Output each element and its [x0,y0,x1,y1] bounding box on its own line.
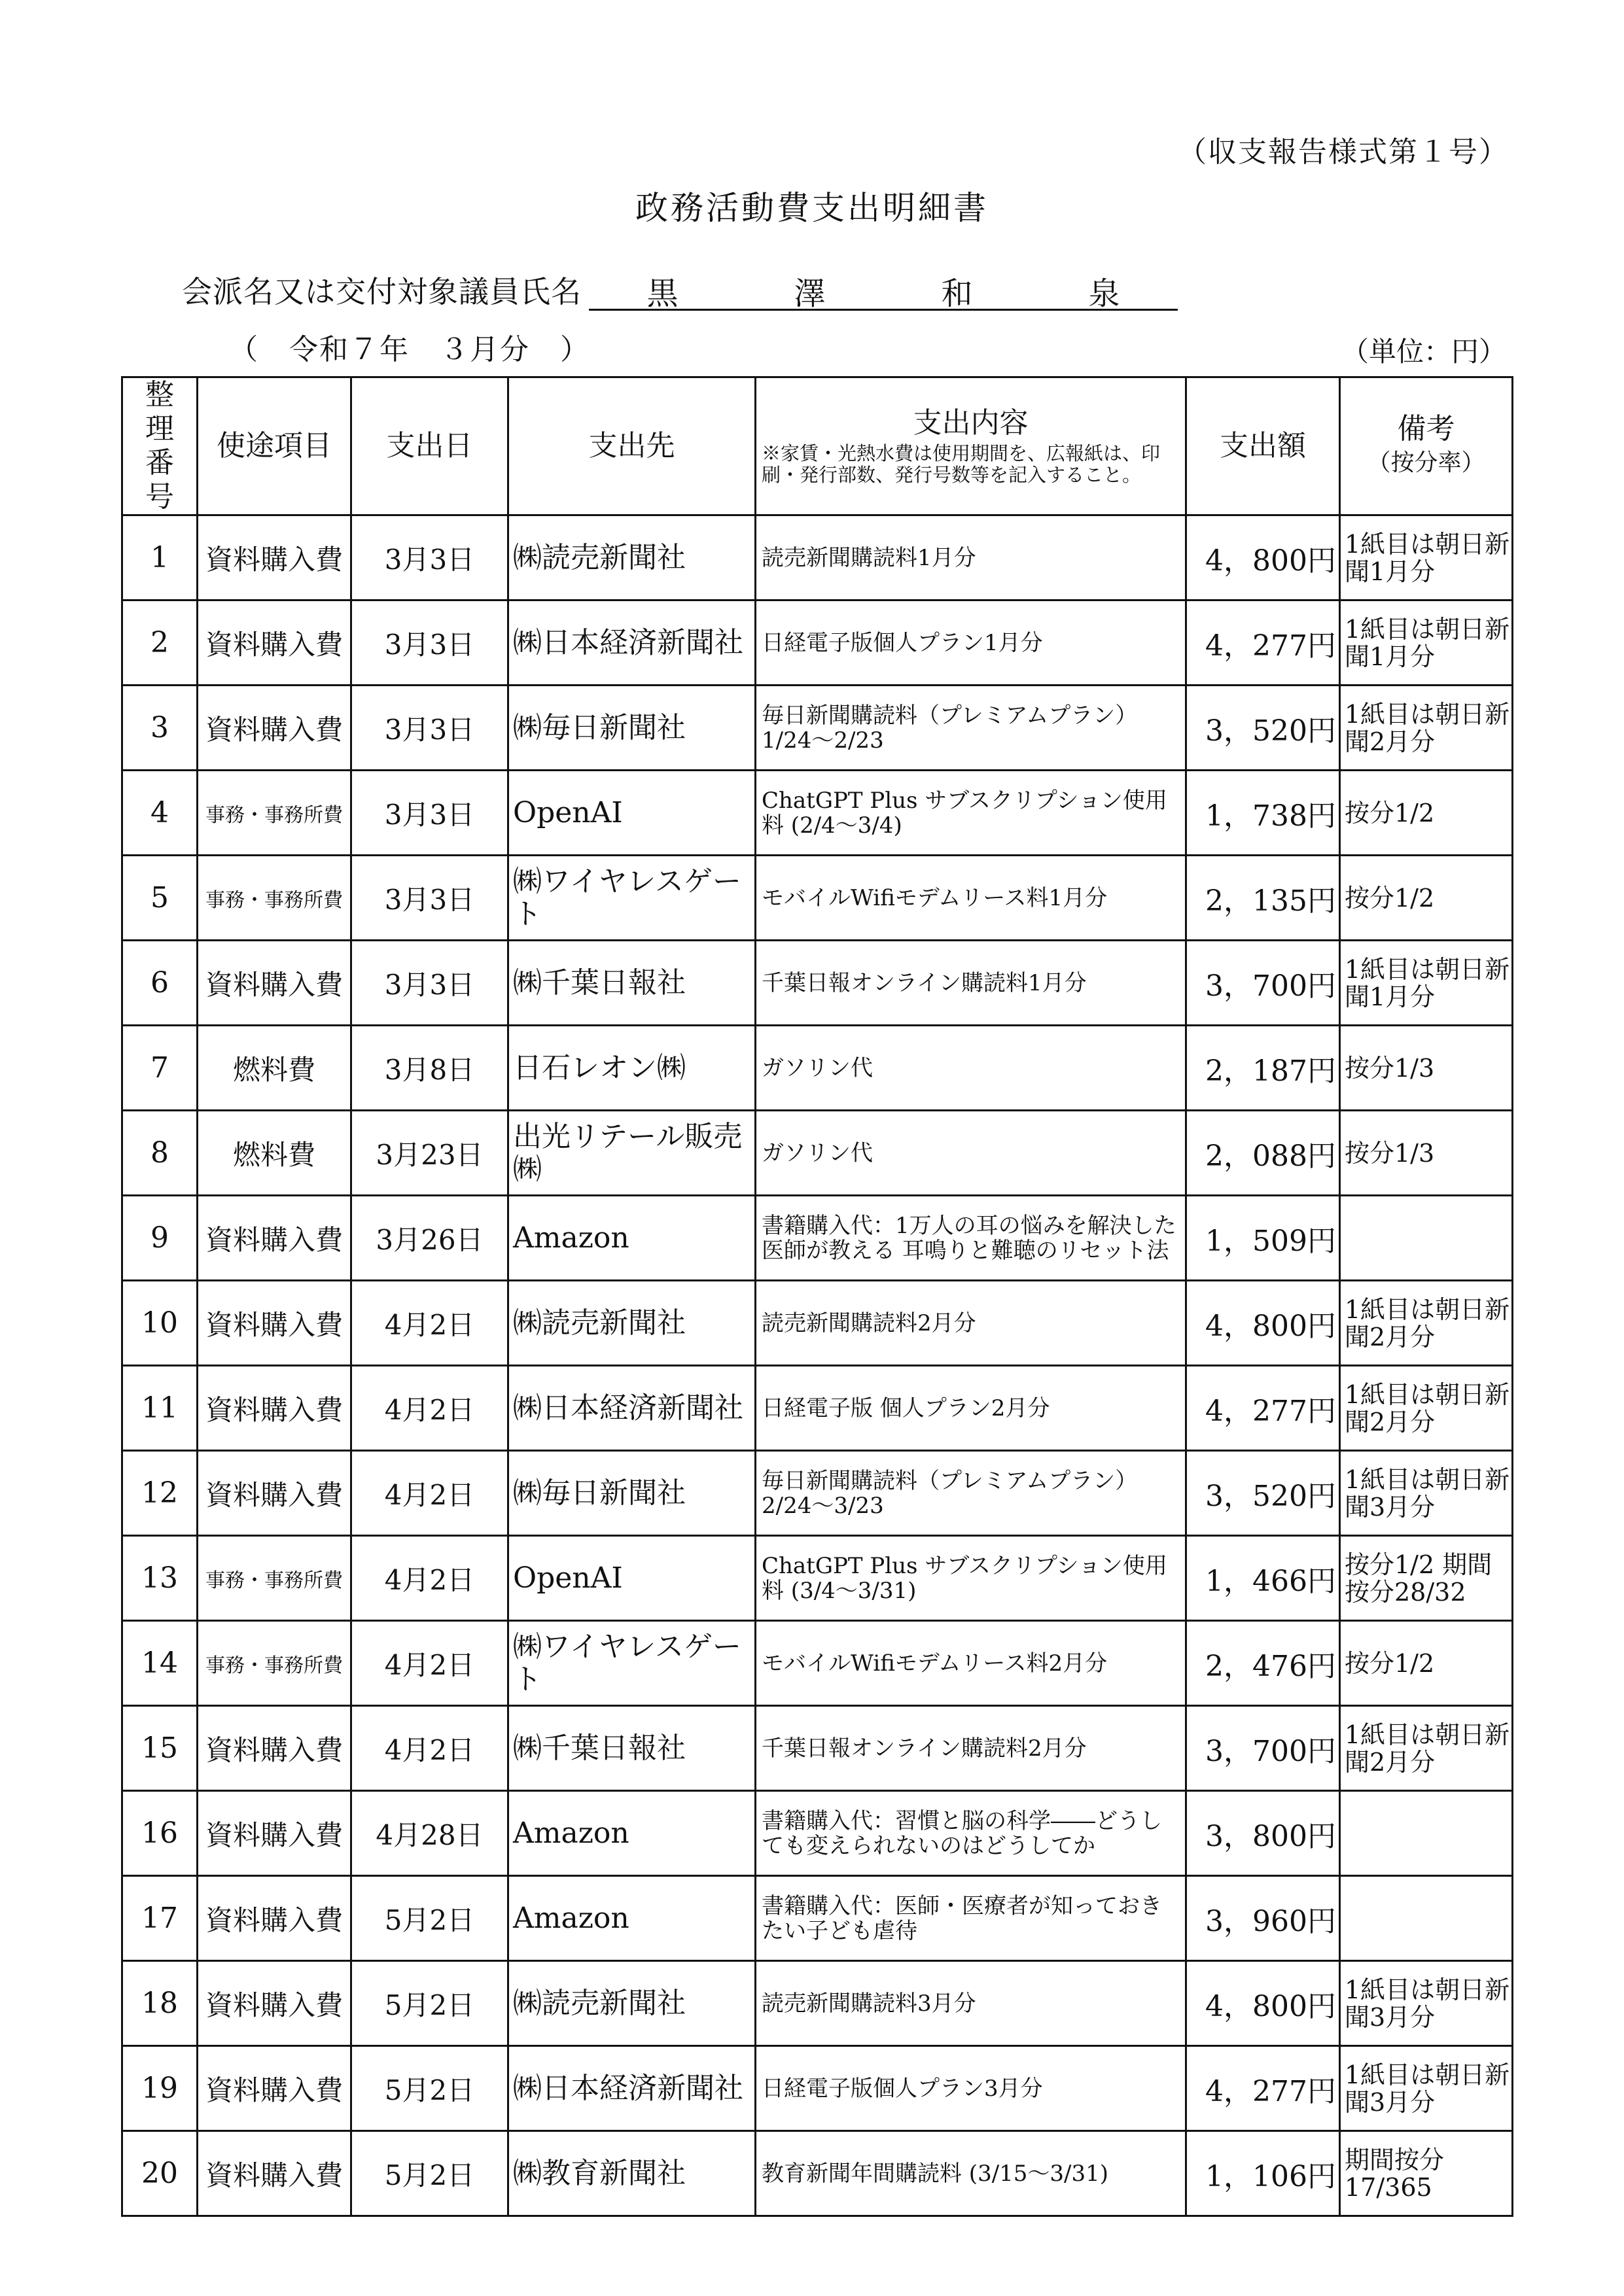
row-date: 4月2日 [351,1621,508,1706]
table-row [122,1621,1513,1706]
table-row [122,1876,1513,1961]
row-number: 20 [122,2131,198,2216]
member-label: 会派名又は交付対象議員氏名 [182,274,582,309]
row-description: 教育新聞年間購読料 (3/15～3/31) [756,2131,1186,2216]
row-amount: 1，106円 [1186,2131,1340,2216]
table-row [122,771,1513,856]
row-category: 資料購入費 [198,1876,351,1961]
row-amount: 2，135円 [1186,856,1340,941]
row-amount: 1，509円 [1186,1196,1340,1281]
row-amount: 2，187円 [1186,1026,1340,1111]
row-number: 1 [122,515,198,600]
row-payee: OpenAI [508,1536,756,1621]
row-remarks: 按分1/2 [1340,771,1513,856]
table-row [122,515,1513,600]
row-remarks: 1紙目は朝日新聞3月分 [1340,1961,1513,2046]
expenditure-table [121,376,1513,2217]
row-number: 3 [122,686,198,771]
row-category: 資料購入費 [198,1366,351,1451]
table-row [122,1281,1513,1366]
row-description: 日経電子版個人プラン3月分 [756,2046,1186,2131]
row-amount: 3，520円 [1186,686,1340,771]
table-row [122,941,1513,1026]
row-number: 10 [122,1281,198,1366]
row-number: 2 [122,600,198,686]
row-description: 書籍購入代：習慣と脳の科学――どうしても変えられないのはどうしてか [756,1791,1186,1876]
row-number: 19 [122,2046,198,2131]
row-payee: ㈱千葉日報社 [508,1706,756,1791]
row-description: モバイルWifiモデムリース料2月分 [756,1621,1186,1706]
member-name-char: 和 [941,275,973,312]
row-amount: 4，800円 [1186,1961,1340,2046]
table-row [122,1196,1513,1281]
row-remarks: 1紙目は朝日新聞2月分 [1340,1366,1513,1451]
row-date: 3月8日 [351,1026,508,1111]
row-payee: 出光リテール販売㈱ [508,1111,756,1196]
row-amount: 4，800円 [1186,515,1340,600]
row-remarks [1340,1791,1513,1876]
table-row [122,1111,1513,1196]
row-payee: OpenAI [508,771,756,856]
row-amount: 3，700円 [1186,941,1340,1026]
row-category: 資料購入費 [198,686,351,771]
row-category: 資料購入費 [198,1791,351,1876]
row-description: ChatGPT Plus サブスクリプション使用料 (3/4～3/31) [756,1536,1186,1621]
row-remarks [1340,1196,1513,1281]
row-remarks: 1紙目は朝日新聞1月分 [1340,515,1513,600]
row-amount: 3，800円 [1186,1791,1340,1876]
row-category: 資料購入費 [198,1961,351,2046]
table-row [122,856,1513,941]
row-payee: ㈱日本経済新聞社 [508,1366,756,1451]
row-remarks: 按分1/2 [1340,1621,1513,1706]
col-header-date: 支出日 [351,377,508,515]
row-number: 16 [122,1791,198,1876]
row-number: 15 [122,1706,198,1791]
row-remarks: 1紙目は朝日新聞3月分 [1340,1451,1513,1536]
row-category: 事務・事務所費 [198,771,351,856]
row-number: 8 [122,1111,198,1196]
row-date: 4月2日 [351,1366,508,1451]
table-row [122,1451,1513,1536]
row-description: モバイルWifiモデムリース料1月分 [756,856,1186,941]
row-description: ChatGPT Plus サブスクリプション使用料 (2/4～3/4) [756,771,1186,856]
col-header-desc-label: 支出内容 [913,406,1029,440]
table-row [122,1791,1513,1876]
row-date: 4月2日 [351,1706,508,1791]
row-amount: 3，520円 [1186,1451,1340,1536]
row-payee: Amazon [508,1791,756,1876]
row-description: 毎日新聞購読料（プレミアムプラン）1/24～2/23 [756,686,1186,771]
row-date: 5月2日 [351,2046,508,2131]
row-description: 日経電子版個人プラン1月分 [756,600,1186,686]
row-remarks: 1紙目は朝日新聞1月分 [1340,600,1513,686]
row-remarks: 1紙目は朝日新聞3月分 [1340,2046,1513,2131]
row-category: 資料購入費 [198,1706,351,1791]
row-date: 4月2日 [351,1281,508,1366]
row-category: 資料購入費 [198,515,351,600]
row-category: 資料購入費 [198,600,351,686]
row-date: 3月3日 [351,686,508,771]
member-name-char: 黒 [646,275,679,312]
row-category: 資料購入費 [198,1196,351,1281]
row-remarks [1340,1876,1513,1961]
row-date: 5月2日 [351,1876,508,1961]
row-remarks: 按分1/3 [1340,1111,1513,1196]
row-number: 4 [122,771,198,856]
col-header-payee: 支出先 [508,377,756,515]
row-number: 11 [122,1366,198,1451]
row-description: 日経電子版 個人プラン2月分 [756,1366,1186,1451]
row-payee: ㈱読売新聞社 [508,1961,756,2046]
row-category: 資料購入費 [198,1281,351,1366]
row-date: 3月3日 [351,856,508,941]
row-category: 資料購入費 [198,2131,351,2216]
row-payee: 日石レオン㈱ [508,1026,756,1111]
row-remarks: 按分1/3 [1340,1026,1513,1111]
col-header-category: 使途項目 [198,377,351,515]
row-description: 読売新聞購読料3月分 [756,1961,1186,2046]
member-name [589,268,1178,311]
row-payee: ㈱ワイヤレスゲート [508,1621,756,1706]
row-payee: ㈱毎日新聞社 [508,686,756,771]
col-header-desc-note: ※家賃・光熱水費は使用期間を、広報紙は、印刷・発行部数、発行号数等を記入すること。 [762,442,1161,486]
row-category: 事務・事務所費 [198,1621,351,1706]
row-description: 書籍購入代：医師・医療者が知っておきたい子ども虐待 [756,1876,1186,1961]
row-description: ガソリン代 [756,1026,1186,1111]
row-amount: 1，738円 [1186,771,1340,856]
table-row [122,1536,1513,1621]
row-amount: 2，476円 [1186,1621,1340,1706]
row-payee: ㈱千葉日報社 [508,941,756,1026]
table-row [122,1026,1513,1111]
row-amount: 1，466円 [1186,1536,1340,1621]
row-category: 事務・事務所費 [198,856,351,941]
col-header-desc [756,377,1186,515]
row-number: 7 [122,1026,198,1111]
row-number: 9 [122,1196,198,1281]
col-header-remarks-label: 備考 [1397,412,1455,445]
table-row [122,1366,1513,1451]
row-description: 読売新聞購読料1月分 [756,515,1186,600]
row-number: 17 [122,1876,198,1961]
row-remarks: 按分1/2 [1340,856,1513,941]
row-payee: ㈱読売新聞社 [508,515,756,600]
table-row [122,686,1513,771]
row-amount: 4，277円 [1186,2046,1340,2131]
row-date: 4月2日 [351,1536,508,1621]
row-amount: 3，960円 [1186,1876,1340,1961]
table-row [122,600,1513,686]
row-number: 13 [122,1536,198,1621]
col-header-remarks-sub: （按分率） [1367,449,1485,476]
table-header-row [122,377,1513,515]
row-description: 書籍購入代：1万人の耳の悩みを解決した医師が教える 耳鳴りと難聴のリセット法 [756,1196,1186,1281]
member-name-char: 澤 [794,275,826,312]
row-number: 5 [122,856,198,941]
row-payee: ㈱ワイヤレスゲート [508,856,756,941]
row-category: 資料購入費 [198,941,351,1026]
row-category: 資料購入費 [198,1451,351,1536]
row-amount: 4，277円 [1186,1366,1340,1451]
row-description: 千葉日報オンライン購読料1月分 [756,941,1186,1026]
row-number: 14 [122,1621,198,1706]
row-payee: Amazon [508,1876,756,1961]
table-row [122,1706,1513,1791]
row-category: 燃料費 [198,1111,351,1196]
row-remarks: 期間按分17/365 [1340,2131,1513,2216]
row-date: 5月2日 [351,2131,508,2216]
table-row [122,2046,1513,2131]
row-category: 事務・事務所費 [198,1536,351,1621]
unit-label: （単位：円） [1341,336,1507,368]
row-date: 4月2日 [351,1451,508,1536]
row-amount: 4，800円 [1186,1281,1340,1366]
row-number: 12 [122,1451,198,1536]
row-payee: ㈱日本経済新聞社 [508,600,756,686]
row-date: 3月3日 [351,600,508,686]
row-date: 3月3日 [351,941,508,1026]
row-category: 資料購入費 [198,2046,351,2131]
report-period: （ 令和７年 ３月分 ） [229,333,590,366]
row-number: 6 [122,941,198,1026]
row-remarks: 按分1/2 期間按分28/32 [1340,1536,1513,1621]
form-number: （収支報告様式第１号） [1178,135,1509,169]
row-description: 読売新聞購読料2月分 [756,1281,1186,1366]
row-remarks: 1紙目は朝日新聞2月分 [1340,686,1513,771]
row-amount: 3，700円 [1186,1706,1340,1791]
row-amount: 4，277円 [1186,600,1340,686]
col-header-no: 整理番号 [122,377,198,515]
row-payee: ㈱毎日新聞社 [508,1451,756,1536]
table-row [122,1961,1513,2046]
row-date: 3月26日 [351,1196,508,1281]
row-remarks: 1紙目は朝日新聞2月分 [1340,1281,1513,1366]
col-header-remarks [1340,377,1513,515]
row-date: 3月3日 [351,515,508,600]
row-payee: ㈱日本経済新聞社 [508,2046,756,2131]
row-category: 燃料費 [198,1026,351,1111]
row-payee: ㈱教育新聞社 [508,2131,756,2216]
row-description: ガソリン代 [756,1111,1186,1196]
row-amount: 2，088円 [1186,1111,1340,1196]
row-date: 3月3日 [351,771,508,856]
row-remarks: 1紙目は朝日新聞1月分 [1340,941,1513,1026]
col-header-amount: 支出額 [1186,377,1340,515]
row-description: 千葉日報オンライン購読料2月分 [756,1706,1186,1791]
member-name-char: 泉 [1088,275,1120,312]
row-description: 毎日新聞購読料（プレミアムプラン）2/24～3/23 [756,1451,1186,1536]
row-remarks: 1紙目は朝日新聞2月分 [1340,1706,1513,1791]
row-payee: Amazon [508,1196,756,1281]
row-date: 5月2日 [351,1961,508,2046]
row-date: 3月23日 [351,1111,508,1196]
table-row [122,2131,1513,2216]
row-payee: ㈱読売新聞社 [508,1281,756,1366]
document-title: 政務活動費支出明細書 [635,189,989,227]
row-number: 18 [122,1961,198,2046]
row-date: 4月28日 [351,1791,508,1876]
